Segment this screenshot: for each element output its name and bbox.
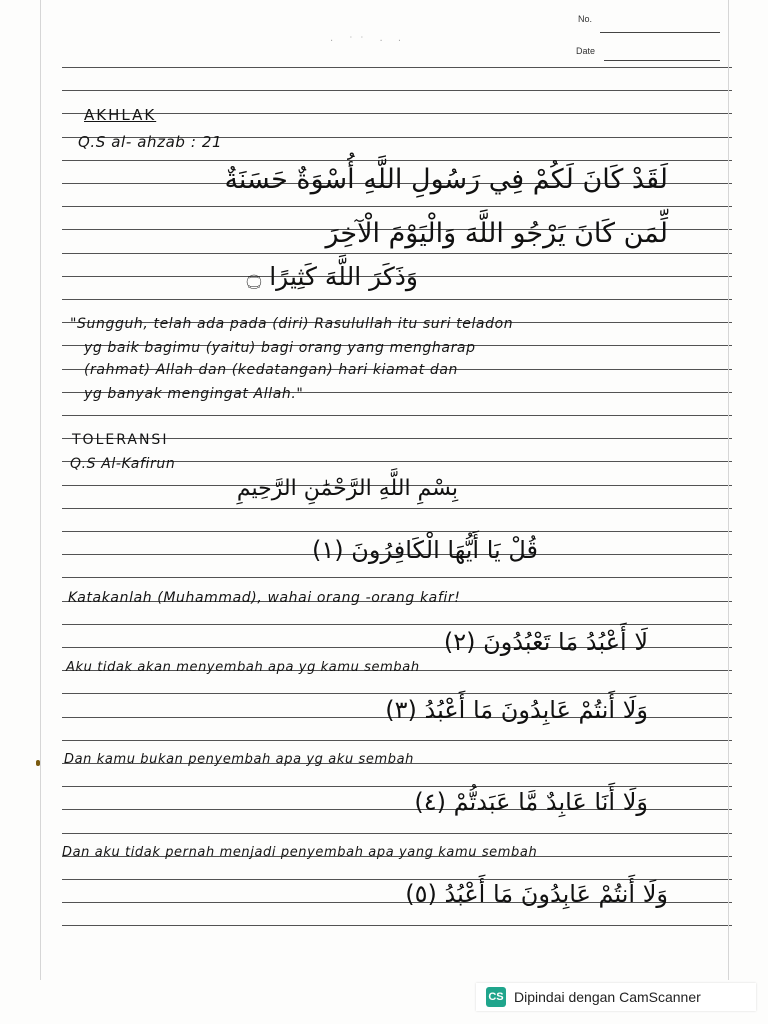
akhlak-arabic-line-1: لَقَدْ كَانَ لَكُمْ فِي رَسُولِ اللَّهِ أُسْوَةٌ حَسَنَةٌ [224,164,668,195]
ruled-line [62,253,732,254]
akhlak-arabic-line-3: وَذَكَرَ اللَّهَ كَثِيرًا ۝ [246,262,418,291]
basmalah: بِسْمِ اللَّهِ الرَّحْمَٰنِ الرَّحِيمِ [236,476,458,501]
ruled-line [62,415,732,416]
kafirun-verse-3-arabic: وَلَا أَنتُمْ عَابِدُونَ مَا أَعْبُدُ (٣) [385,696,648,724]
akhlak-surah: Q.S al- ahzab : 21 [78,133,223,151]
right-margin-line [728,0,729,980]
no-label: No. [578,14,593,24]
ruled-line [62,925,732,926]
date-line [604,60,720,61]
akhlak-arabic-line-2: لِّمَن كَانَ يَرْجُو اللَّهَ وَالْيَوْمَ الْآخِرَ [325,218,668,249]
toleransi-title: TOLERANSI [72,432,169,448]
ruled-line [62,90,732,91]
akhlak-translation-line-1: "Sungguh, telah ada pada (diri) Rasulullah itu suri teladon [70,316,514,332]
camscanner-logo-icon: CS [486,987,506,1007]
date-label: Date [576,46,596,56]
akhlak-title: AKHLAK [84,106,157,124]
no-line [600,32,720,33]
akhlak-translation-line-3: (rahmat) Allah dan (kedatangan) hari kiamat dan [84,362,458,378]
kafirun-verse-1-translation: Katakanlah (Muhammad), wahai orang -orang kafir! [68,590,461,606]
kafirun-verse-5-arabic: وَلَا أَنتُمْ عَابِدُونَ مَا أَعْبُدُ (٥) [405,880,668,908]
ruled-line [62,113,732,114]
toleransi-surah: Q.S Al-Kafirun [70,456,176,472]
kafirun-verse-2-arabic: لَا أَعْبُدُ مَا تَعْبُدُونَ (٢) [443,628,648,656]
akhlak-translation-line-2: yg baik bagimu (yaitu) bagi orang yang mengharap [84,340,476,356]
camscanner-watermark [476,983,756,1011]
ruled-line [62,206,732,207]
akhlak-translation-line-4: yg banyak mengingat Allah." [84,386,304,402]
ruled-line [62,299,732,300]
ruled-line [62,833,732,834]
left-margin-line [40,0,41,980]
kafirun-verse-2-translation: Aku tidak akan menyembah apa yg kamu sembah [66,660,420,675]
kafirun-verse-1-arabic: قُلْ يَا أَيُّهَا الْكَافِرُونَ (١) [312,536,538,564]
ink-dot [36,760,40,766]
kafirun-verse-4-translation: Dan aku tidak pernah menjadi penyembah apa yang kamu sembah [62,845,538,860]
kafirun-verse-3-translation: Dan kamu bukan penyembah apa yg aku sembah [64,752,415,767]
ruled-line [62,531,732,532]
ruled-line [62,67,732,68]
ruled-line [62,740,732,741]
ruled-line [62,160,732,161]
page-smudge: · ˙˙ · · [330,36,408,47]
camscanner-label: Dipindai dengan CamScanner [514,989,701,1005]
ruled-line [62,624,732,625]
kafirun-verse-4-arabic: وَلَا أَنَا عَابِدٌ مَّا عَبَدتُّمْ (٤) [414,788,648,816]
ruled-line [62,577,732,578]
ruled-line [62,693,732,694]
ruled-line [62,508,732,509]
